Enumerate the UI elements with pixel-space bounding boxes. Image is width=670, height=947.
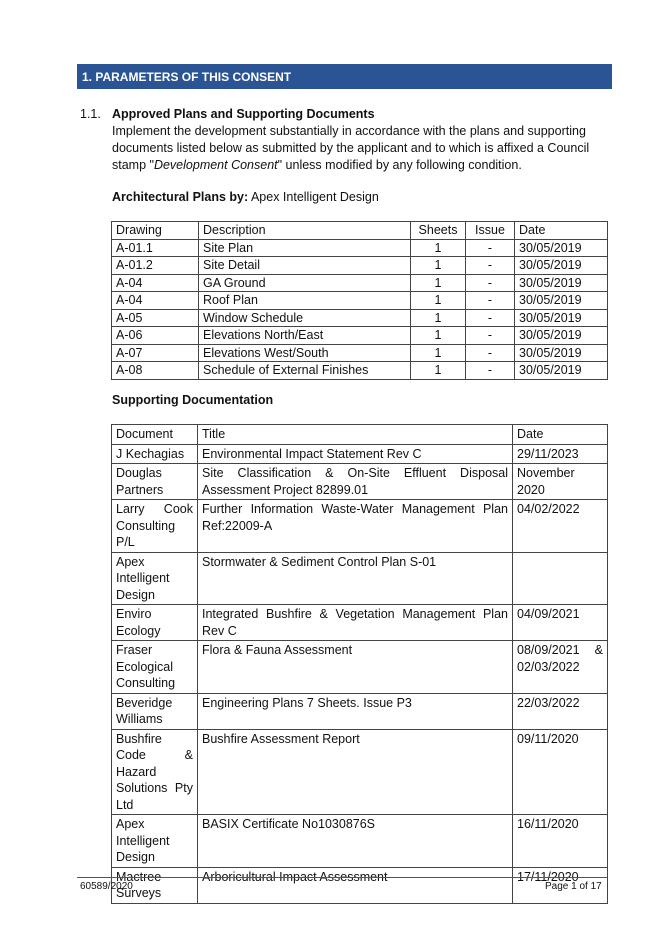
table-cell: Apex Intelligent Design [112, 815, 198, 868]
table-row [112, 344, 608, 362]
footer-reference: 60589/2020 [80, 881, 133, 892]
table-cell: 17/11/2020 [513, 867, 608, 903]
table-cell: A-01.1 [112, 239, 199, 257]
table-cell: 1 [411, 239, 466, 257]
table-header-row [112, 222, 608, 240]
table-cell: 1 [411, 292, 466, 310]
column-header: Document [112, 425, 198, 445]
table-cell: Douglas Partners [112, 464, 198, 500]
table-cell: A-08 [112, 362, 199, 380]
table-cell: Further Information Waste-Water Management Plan Ref:22009-A [198, 500, 513, 553]
table-row [112, 500, 608, 553]
table-cell: - [466, 239, 515, 257]
table-cell: Integrated Bushfire & Vegetation Management Plan Rev C [198, 605, 513, 641]
column-header: Title [198, 425, 513, 445]
body-text-emphasis: Development Consent [153, 158, 278, 172]
table-row [112, 362, 608, 380]
table-row [112, 292, 608, 310]
table-cell: Site Plan [199, 239, 411, 257]
architectural-plans-table [111, 221, 608, 380]
table-cell: 22/03/2022 [513, 693, 608, 729]
table-cell: November 2020 [513, 464, 608, 500]
table-cell: A-04 [112, 292, 199, 310]
table-cell: 09/11/2020 [513, 729, 608, 815]
architectural-label: Architectural Plans by: [112, 190, 249, 204]
table-cell: Site Detail [199, 257, 411, 275]
table-cell [513, 552, 608, 605]
body-text-after: " unless modified by any following condition. [277, 158, 522, 172]
table-cell: A-01.2 [112, 257, 199, 275]
table-cell: Arboricultural Impact Assessment [198, 867, 513, 903]
table-cell: 30/05/2019 [515, 362, 608, 380]
table-cell: A-06 [112, 327, 199, 345]
table-cell: J Kechagias [112, 444, 198, 464]
table-row [112, 815, 608, 868]
architectural-plans-line [112, 190, 379, 204]
table-cell: - [466, 344, 515, 362]
table-cell: Engineering Plans 7 Sheets. Issue P3 [198, 693, 513, 729]
table-row [112, 867, 608, 903]
table-cell: A-07 [112, 344, 199, 362]
table-cell: BASIX Certificate No1030876S [198, 815, 513, 868]
table-cell: Beveridge Williams [112, 693, 198, 729]
table-cell: Environmental Impact Statement Rev C [198, 444, 513, 464]
table-cell: Mactree Surveys [112, 867, 198, 903]
supporting-documentation-table [111, 424, 608, 904]
table-cell: 30/05/2019 [515, 344, 608, 362]
table-cell: Elevations North/East [199, 327, 411, 345]
table-row [112, 444, 608, 464]
table-cell: GA Ground [199, 274, 411, 292]
table-row [112, 693, 608, 729]
footer-divider [77, 877, 607, 878]
table-cell: A-04 [112, 274, 199, 292]
table-cell: Apex Intelligent Design [112, 552, 198, 605]
table-cell: 1 [411, 327, 466, 345]
table-cell: Larry Cook Consulting P/L [112, 500, 198, 553]
table-cell: - [466, 292, 515, 310]
table-cell: 30/05/2019 [515, 309, 608, 327]
table-cell: 1 [411, 362, 466, 380]
table-row [112, 274, 608, 292]
section-title: Approved Plans and Supporting Documents [112, 107, 375, 121]
table-cell: Site Classification & On-Site Effluent Disposal Assessment Project 82899.01 [198, 464, 513, 500]
table-cell: 1 [411, 309, 466, 327]
column-header: Issue [466, 222, 515, 240]
column-header: Description [199, 222, 411, 240]
section-body [112, 123, 592, 174]
table-cell: - [466, 274, 515, 292]
table-row [112, 464, 608, 500]
table-row [112, 309, 608, 327]
footer-page-number: Page 1 of 17 [545, 881, 602, 892]
architect-name: Apex Intelligent Design [250, 190, 379, 204]
table-cell: 16/11/2020 [513, 815, 608, 868]
table-cell: 04/09/2021 [513, 605, 608, 641]
table-cell: Bushfire Code & Hazard Solutions Pty Ltd [112, 729, 198, 815]
table-cell: - [466, 309, 515, 327]
table-cell: - [466, 327, 515, 345]
table-cell: 30/05/2019 [515, 274, 608, 292]
table-row [112, 641, 608, 694]
table-cell: 30/05/2019 [515, 257, 608, 275]
table-cell: 1 [411, 257, 466, 275]
table-cell: - [466, 257, 515, 275]
table-cell: Window Schedule [199, 309, 411, 327]
table-cell: Bushfire Assessment Report [198, 729, 513, 815]
table-cell: Schedule of External Finishes [199, 362, 411, 380]
table-row [112, 605, 608, 641]
section-number: 1.1. [80, 107, 101, 121]
table-row [112, 257, 608, 275]
table-row [112, 729, 608, 815]
column-header: Date [513, 425, 608, 445]
supporting-documentation-title: Supporting Documentation [112, 393, 274, 407]
table-cell: 08/09/2021 & 02/03/2022 [513, 641, 608, 694]
table-row [112, 327, 608, 345]
table-cell: Flora & Fauna Assessment [198, 641, 513, 694]
table-header-row [112, 425, 608, 445]
table-cell: Roof Plan [199, 292, 411, 310]
table-cell: A-05 [112, 309, 199, 327]
column-header: Date [515, 222, 608, 240]
table-cell: 1 [411, 344, 466, 362]
table-cell: 29/11/2023 [513, 444, 608, 464]
column-header: Sheets [411, 222, 466, 240]
section-banner: 1. PARAMETERS OF THIS CONSENT [77, 64, 612, 89]
table-cell: Enviro Ecology [112, 605, 198, 641]
table-cell: Stormwater & Sediment Control Plan S-01 [198, 552, 513, 605]
table-cell: 1 [411, 274, 466, 292]
table-cell: - [466, 362, 515, 380]
table-cell: Fraser Ecological Consulting [112, 641, 198, 694]
table-cell: 04/02/2022 [513, 500, 608, 553]
table-cell: 30/05/2019 [515, 327, 608, 345]
table-cell: 30/05/2019 [515, 239, 608, 257]
table-cell: 30/05/2019 [515, 292, 608, 310]
column-header: Drawing [112, 222, 199, 240]
table-row [112, 239, 608, 257]
table-cell: Elevations West/South [199, 344, 411, 362]
table-row [112, 552, 608, 605]
body-text-before: Implement the development substantially in accordance with the plans and supporting documents listed below as submitted by the applicant and to which is affixed a Council stamp " [112, 124, 590, 172]
